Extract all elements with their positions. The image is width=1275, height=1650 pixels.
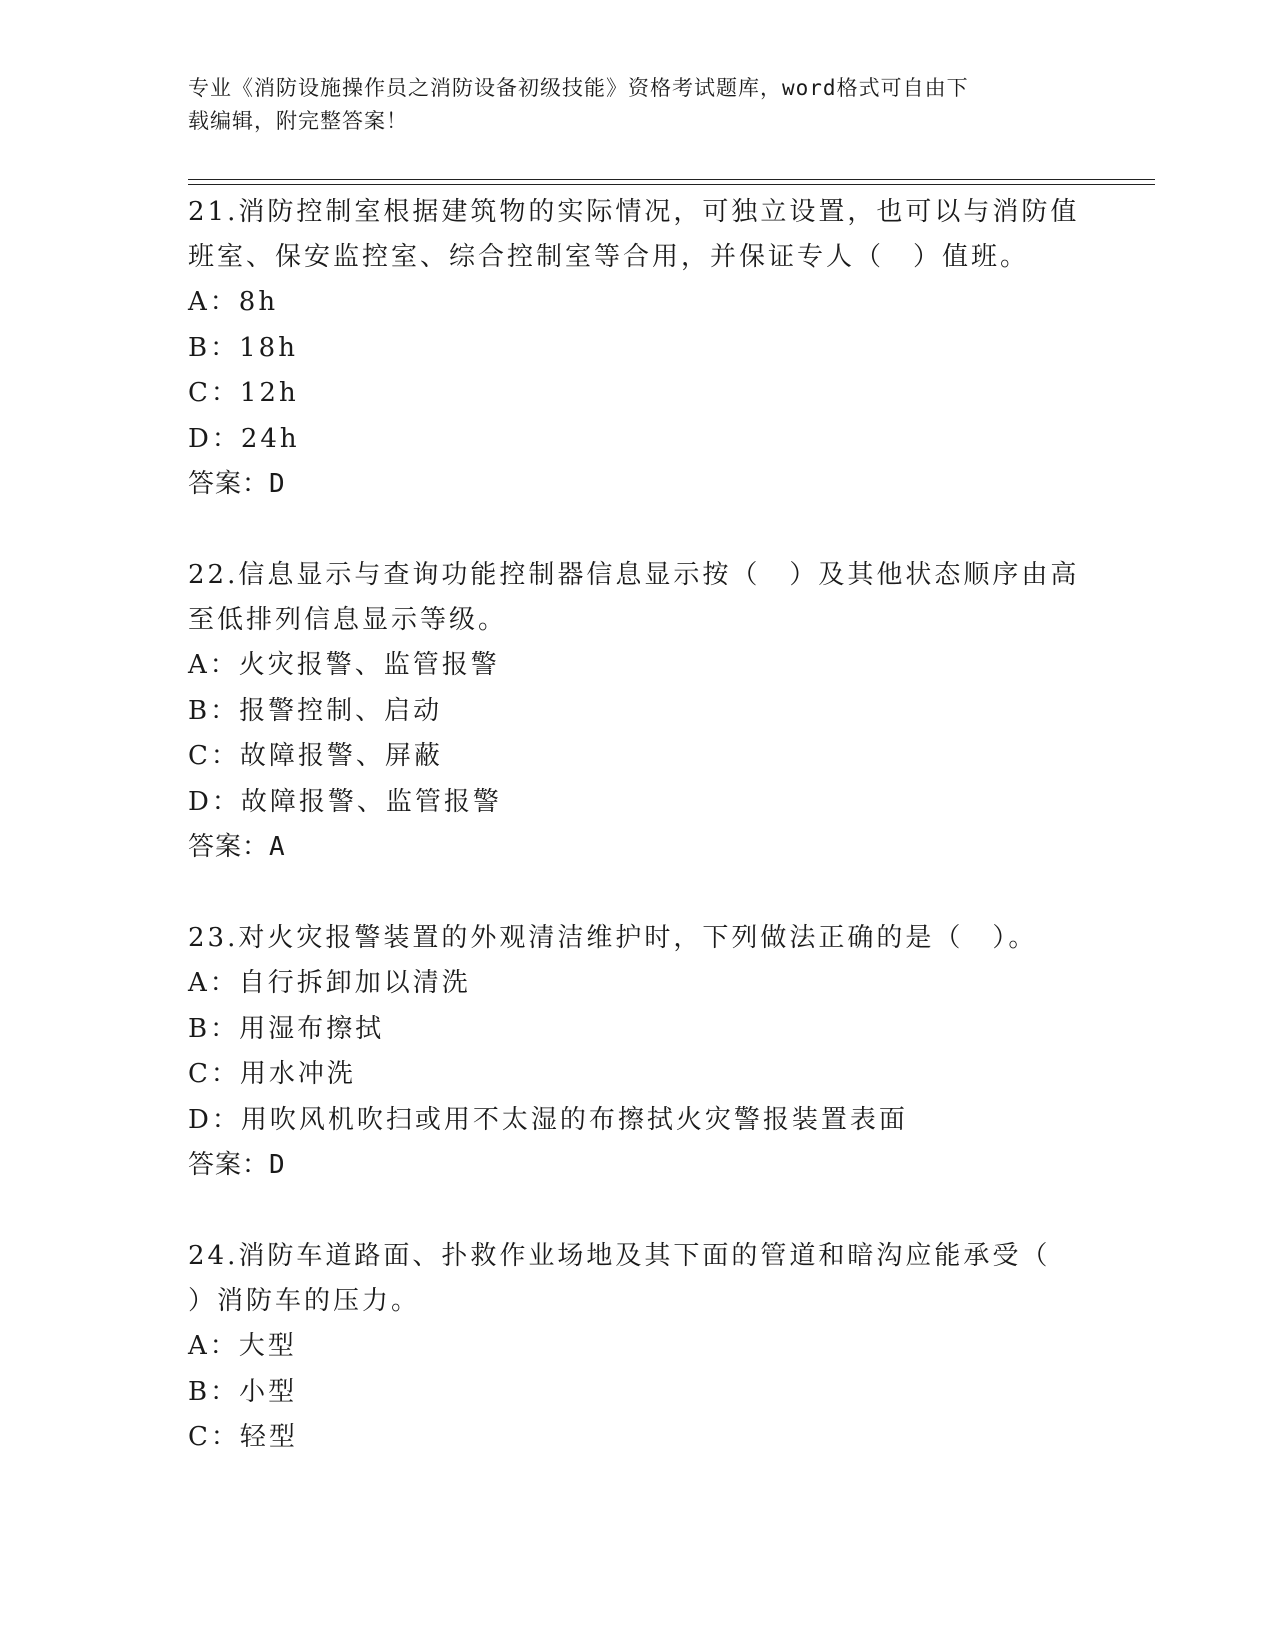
- question-spacer: [188, 870, 1088, 914]
- option-d: D：24h: [188, 423, 300, 454]
- header-line-1: 专业《消防设施操作员之消防设备初级技能》资格考试题库，word格式可自由下: [188, 76, 969, 100]
- option-a: A：火灾报警、监管报警: [188, 650, 500, 680]
- question-23: [188, 914, 1088, 1188]
- option-c: C：轻型: [188, 1422, 298, 1452]
- header-line-2: 载编辑，附完整答案！: [188, 109, 408, 133]
- header-divider-top: [188, 179, 1155, 180]
- document-header: [188, 72, 1068, 138]
- option-d: D：用吹风机吹扫或用不太湿的布擦拭火灾警报装置表面: [188, 1104, 908, 1135]
- question-stem-line: 23.对火灾报警装置的外观清洁维护时，下列做法正确的是（ ）。: [188, 923, 1038, 953]
- answer-label: 答案：D: [188, 1150, 286, 1180]
- question-stem-line: 至低排列信息显示等级。: [188, 605, 508, 635]
- question-spacer: [188, 507, 1088, 551]
- option-b: B：小型: [188, 1376, 298, 1407]
- question-21: [188, 188, 1088, 507]
- question-stem-line: 班室、保安监控室、综合控制室等合用，并保证专人（ ）值班。: [188, 242, 1030, 272]
- option-d: D：故障报警、监管报警: [188, 786, 502, 817]
- question-stem: [188, 1232, 1088, 1324]
- option-c: C：12h: [188, 378, 299, 408]
- question-stem-line: ）消防车的压力。: [188, 1286, 421, 1316]
- option-c: C：用水冲洗: [188, 1059, 356, 1089]
- option-a: A：8h: [188, 287, 279, 317]
- question-stem: [188, 188, 1088, 280]
- question-stem: [188, 551, 1088, 643]
- question-22: [188, 551, 1088, 870]
- question-stem-line: 24.消防车道路面、扑救作业场地及其下面的管道和暗沟应能承受（: [188, 1241, 1051, 1271]
- answer-label: 答案：A: [188, 832, 286, 862]
- answer-label: 答案：D: [188, 469, 286, 499]
- option-c: C：故障报警、屏蔽: [188, 741, 443, 771]
- option-a: A：大型: [188, 1331, 297, 1361]
- option-b: B：18h: [188, 332, 298, 363]
- header-divider-bottom: [188, 184, 1155, 185]
- option-b: B：报警控制、启动: [188, 695, 443, 726]
- option-a: A：自行拆卸加以清洗: [188, 968, 471, 998]
- question-list: [188, 188, 1088, 1461]
- question-stem: [188, 914, 1088, 961]
- question-stem-line: 22.信息显示与查询功能控制器信息显示按（ ）及其他状态顺序由高: [188, 560, 1080, 590]
- question-stem-line: 21.消防控制室根据建筑物的实际情况，可独立设置，也可以与消防值: [188, 197, 1080, 227]
- option-b: B：用湿布擦拭: [188, 1013, 385, 1044]
- question-24: [188, 1232, 1088, 1461]
- question-spacer: [188, 1188, 1088, 1232]
